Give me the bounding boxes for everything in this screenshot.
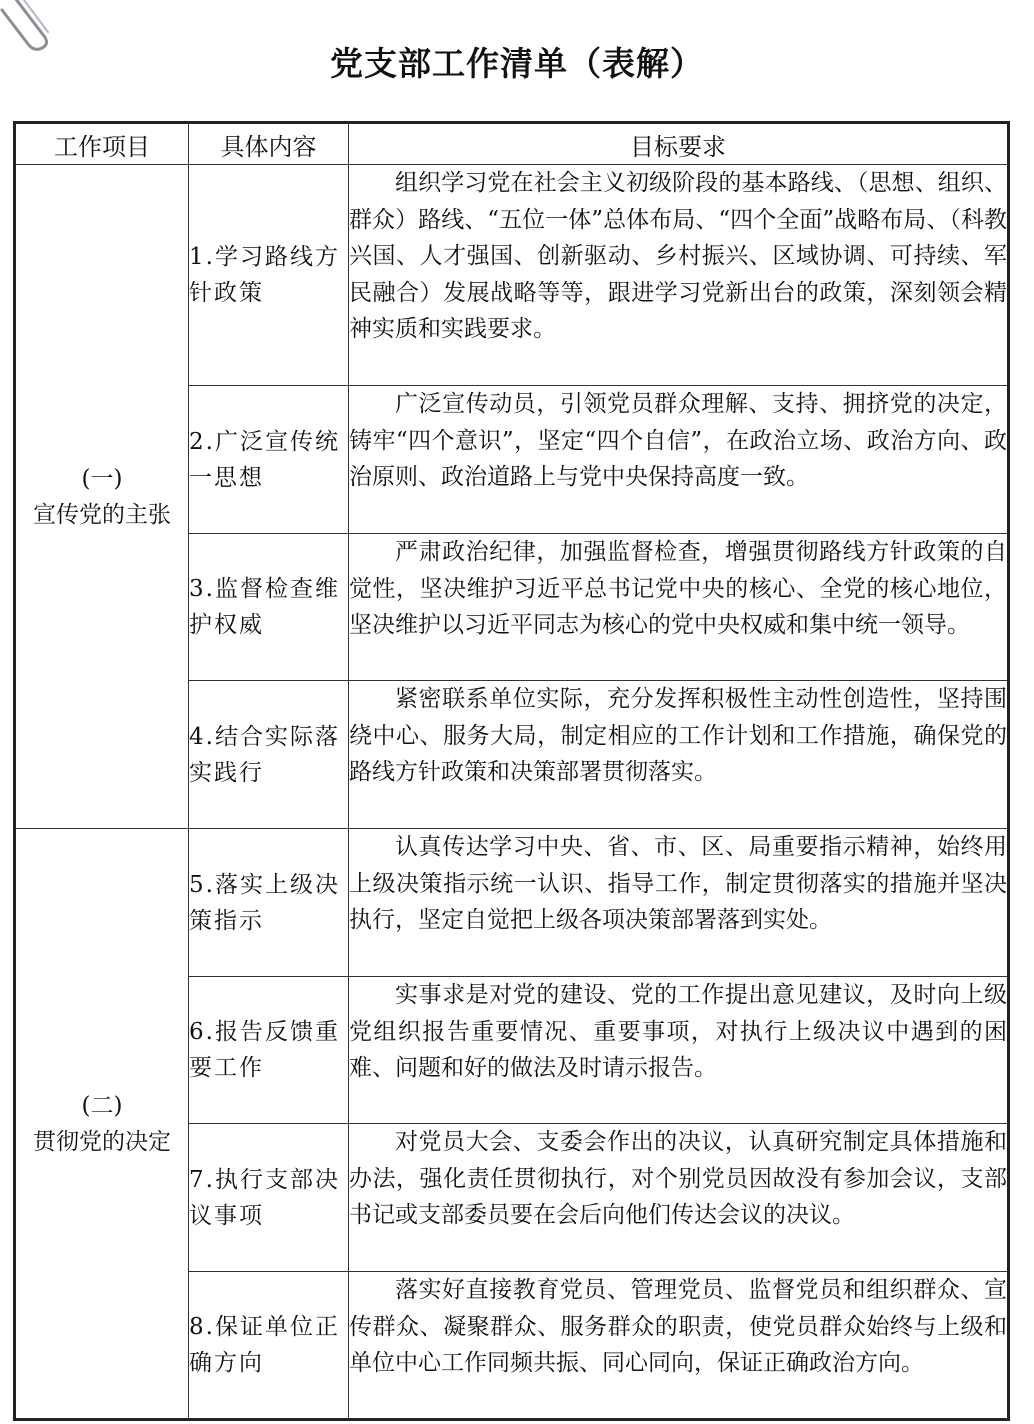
item-label: 5.落实上级决策指示 [189, 829, 349, 977]
group-number: (一) [81, 465, 123, 492]
item-requirement: 严肃政治纪律，加强监督检查，增强贯彻路线方针政策的自觉性，坚决维护习近平总书记党中央的核心、全党的核心地位，坚决维护以习近平同志为核心的党中央权威和集中统一领导。 [349, 534, 1009, 681]
item-requirement: 认真传达学习中央、省、市、区、局重要指示精神，始终用上级决策指示统一认识、指导工作，制定贯彻落实的措施并坚决执行，坚定自觉把上级各项决策部署落到实处。 [349, 829, 1009, 977]
item-requirement: 广泛宣传动员，引领党员群众理解、支持、拥挤党的决定，铸牢“四个意识”，坚定“四个自信”，在政治立场、政治方向、政治原则、政治道路上与党中央保持高度一致。 [349, 386, 1009, 534]
table-row [15, 165, 1009, 386]
header-project: 工作项目 [15, 123, 189, 165]
item-requirement: 落实好直接教育党员、管理党员、监督党员和组织群众、宣传群众、凝聚群众、服务群众的职责，使党员群众始终与上级和单位中心工作同频共振、同心同向，保证正确政治方向。 [349, 1272, 1009, 1420]
table-header-row [15, 123, 1009, 165]
group-name: 贯彻党的决定 [33, 1128, 171, 1155]
item-label: 1.学习路线方针政策 [189, 165, 349, 386]
page-title: 党支部工作清单（表解） [330, 44, 704, 83]
group-cell-1 [15, 165, 189, 829]
group-name: 宣传党的主张 [33, 501, 171, 528]
item-requirement: 实事求是对党的建设、党的工作提出意见建议，及时向上级党组织报告重要情况、重要事项，对执行上级决议中遇到的困难、问题和好的做法及时请示报告。 [349, 977, 1009, 1124]
group-number: (二) [81, 1092, 123, 1119]
item-label: 7.执行支部决议事项 [189, 1124, 349, 1272]
item-requirement: 紧密联系单位实际，充分发挥积极性主动性创造性，坚持围绕中心、服务大局，制定相应的工作计划和工作措施，确保党的路线方针政策和决策部署贯彻落实。 [349, 681, 1009, 829]
group-cell-2 [15, 829, 189, 1420]
item-requirement: 组织学习党在社会主义初级阶段的基本路线、（思想、组织、群众）路线、“五位一体”总体布局、“四个全面”战略布局、（科教兴国、人才强国、创新驱动、乡村振兴、区域协调、可持续、军民融合）发展战略等等，跟进学习党新出台的政策，深刻领会精神实质和实践要求。 [349, 165, 1009, 386]
table-row [15, 829, 1009, 977]
item-label: 6.报告反馈重要工作 [189, 977, 349, 1124]
item-label: 4.结合实际落实践行 [189, 681, 349, 829]
item-label: 8.保证单位正确方向 [189, 1272, 349, 1420]
item-requirement: 对党员大会、支委会作出的决议，认真研究制定具体措施和办法，强化责任贯彻执行，对个别党员因故没有参加会议，支部书记或支部委员要在会后向他们传达会议的决议。 [349, 1124, 1009, 1272]
item-label: 3.监督检查维护权威 [189, 534, 349, 681]
item-label: 2.广泛宣传统一思想 [189, 386, 349, 534]
header-requirement: 目标要求 [349, 123, 1009, 165]
header-content: 具体内容 [189, 123, 349, 165]
work-list-table [13, 121, 1010, 1421]
